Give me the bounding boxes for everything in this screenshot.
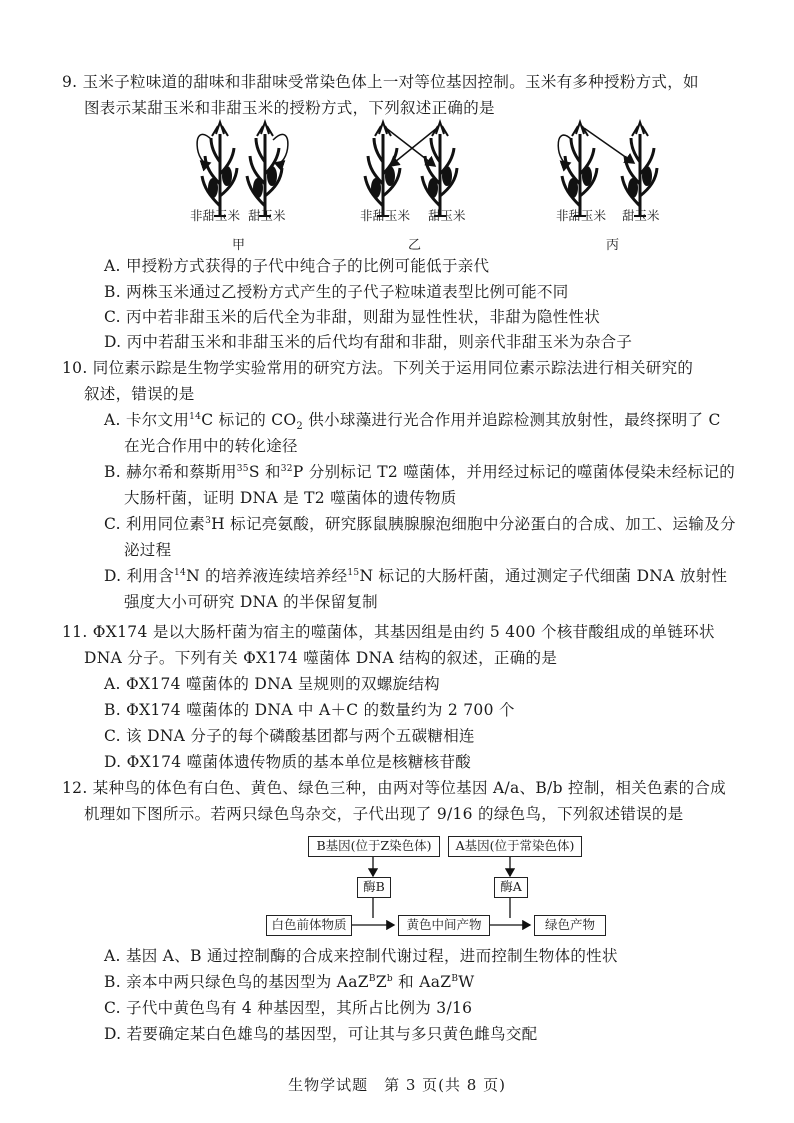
caption-jia-nonsweet: 非甜玉米 bbox=[190, 208, 241, 223]
caption-yi-nonsweet: 非甜玉米 bbox=[360, 208, 411, 223]
q9-stem-line2: 图表示某甜玉米和非甜玉米的授粉方式，下列叙述正确的是 bbox=[84, 99, 495, 117]
q9-option-a: A. 甲授粉方式获得的子代中纯合子的比例可能低于亲代 bbox=[104, 257, 490, 275]
q11-option-b: B. ΦX174 噬菌体的 DNA 中 A＋C 的数量约为 2 700 个 bbox=[104, 701, 515, 719]
q10-option-a-line2: 在光合作用中的转化途径 bbox=[124, 437, 298, 455]
caption-bing-nonsweet: 非甜玉米 bbox=[556, 208, 607, 223]
gene-b-box: B基因(位于Z染色体) bbox=[308, 836, 440, 857]
q9-stem-line1: 9. 玉米子粒味道的甜味和非甜味受常染色体上一对等位基因控制。玉米有多种授粉方式，如 bbox=[62, 73, 699, 91]
q11-option-d: D. ΦX174 噬菌体遗传物质的基本单位是核糖核苷酸 bbox=[104, 753, 472, 771]
page-footer: 生物学试题 第 3 页(共 8 页) bbox=[288, 1076, 506, 1094]
caption-bing-sweet: 甜玉米 bbox=[622, 208, 660, 223]
q12-option-c: C. 子代中黄色鸟有 4 种基因型，其所占比例为 3/16 bbox=[104, 999, 473, 1017]
label-jia: 甲 bbox=[232, 238, 246, 253]
q12-option-b: B. 亲本中两只绿色鸟的基因型为 $AaZ^BZ^b$ 和 AaZ$^B$W bbox=[104, 973, 475, 991]
gene-a-box: A基因(位于常染色体) bbox=[448, 836, 582, 857]
q10-option-d-line1: D. 利用含$^{14}$N 的培养液连续培养经$^{15}$N 标记的大肠杆菌，通过测定子代细菌 DNA 放射性 bbox=[104, 567, 728, 585]
q10-option-a-line1: A. 卡尔文用$^{14}$C 标记的 $CO_2$ 供小球藻进行光合作用并追踪检测其放射性，最终探明了 C bbox=[104, 411, 721, 433]
q11-stem-line2: DNA 分子。下列有关 ΦX174 噬菌体 DNA 结构的叙述，正确的是 bbox=[84, 649, 558, 667]
q12-option-d: D. 若要确定某白色雄鸟的基因型，可让其与多只黄色雌鸟交配 bbox=[104, 1025, 538, 1043]
white-precursor-box: 白色前体物质 bbox=[266, 915, 352, 936]
q9-option-d: D. 丙中若甜玉米和非甜玉米的后代均有甜和非甜，则亲代非甜玉米为杂合子 bbox=[104, 333, 633, 351]
enzyme-a-box: 酶A bbox=[494, 877, 528, 898]
q11-stem-line1: 11. ΦX174 是以大肠杆菌为宿主的噬菌体，其基因组是由约 5 400 个核苷酸组成的单链环状 bbox=[62, 623, 715, 641]
label-bing: 丙 bbox=[606, 238, 620, 253]
q10-stem-line1: 10. 同位素示踪是生物学实验常用的研究方法。下列关于运用同位素示踪法进行相关研究的 bbox=[62, 359, 694, 377]
enzyme-b-box: 酶B bbox=[357, 877, 391, 898]
q11-option-a: A. ΦX174 噬菌体的 DNA 呈规则的双螺旋结构 bbox=[104, 675, 440, 693]
q11-option-c: C. 该 DNA 分子的每个磷酸基团都与两个五碳糖相连 bbox=[104, 727, 475, 745]
yellow-intermediate-box: 黄色中间产物 bbox=[398, 915, 490, 936]
label-yi: 乙 bbox=[408, 238, 422, 253]
q10-option-d-line2: 强度大小可研究 DNA 的半保留复制 bbox=[124, 593, 378, 611]
q12-stem-line2: 机理如下图所示。若两只绿色鸟杂交，子代出现了 9/16 的绿色鸟，下列叙述错误的是 bbox=[84, 805, 684, 823]
q12-option-a: A. 基因 A、B 通过控制酶的合成来控制代谢过程，进而控制生物体的性状 bbox=[104, 947, 618, 965]
q10-option-b-line1: B. 赫尔希和蔡斯用$^{35}$S 和$^{32}$P 分别标记 T2 噬菌体，并用经过标记的噬菌体侵染未经标记的 bbox=[104, 463, 736, 481]
caption-yi-sweet: 甜玉米 bbox=[428, 208, 466, 223]
q9-option-b: B. 两株玉米通过乙授粉方式产生的子代子粒味道表型比例可能不同 bbox=[104, 283, 569, 301]
q10-option-b-line2: 大肠杆菌，证明 DNA 是 T2 噬菌体的遗传物质 bbox=[124, 489, 457, 507]
q9-option-c: C. 丙中若非甜玉米的后代全为非甜，则甜为显性性状，非甜为隐性性状 bbox=[104, 308, 601, 326]
q10-stem-line2: 叙述，错误的是 bbox=[84, 385, 195, 403]
green-product-box: 绿色产物 bbox=[534, 915, 606, 936]
q10-option-c-line1: C. 利用同位素$^3$H 标记亮氨酸，研究豚鼠胰腺腺泡细胞中分泌蛋白的合成、加工、运输及分 bbox=[104, 515, 736, 533]
caption-jia-sweet: 甜玉米 bbox=[248, 208, 286, 223]
q10-option-c-line2: 泌过程 bbox=[124, 541, 172, 559]
q12-stem-line1: 12. 某种鸟的体色有白色、黄色、绿色三种，由两对等位基因 A/a、B/b 控制，相关色素的合成 bbox=[62, 779, 727, 797]
